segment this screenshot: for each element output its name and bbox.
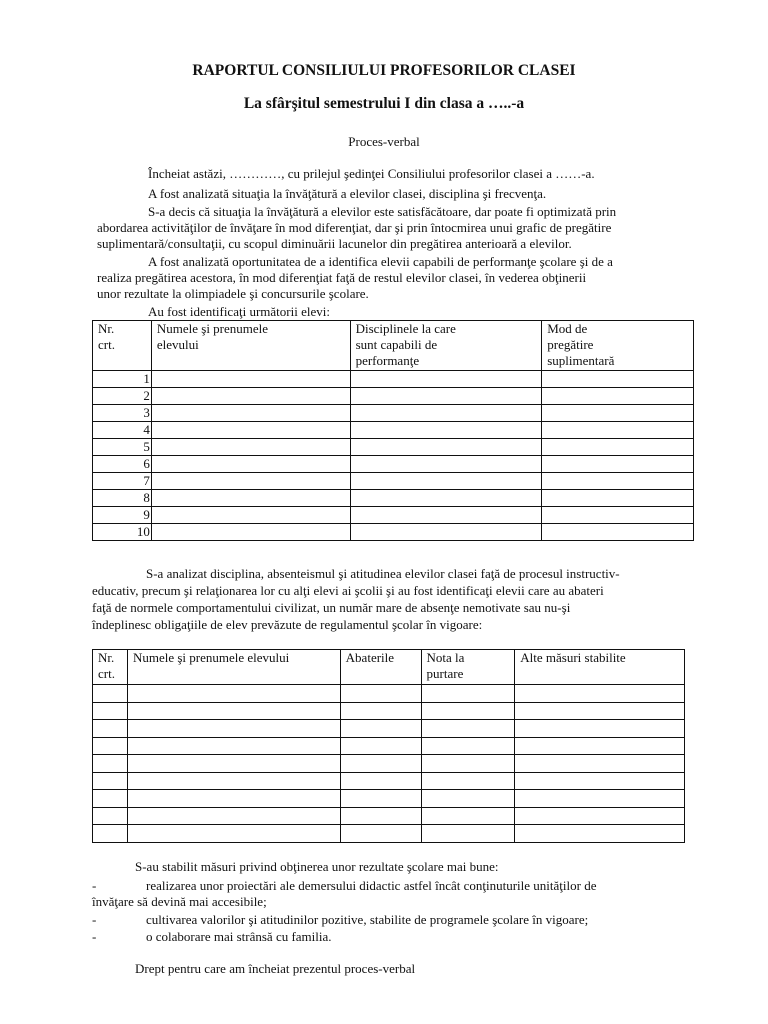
table-row: 9	[93, 507, 694, 524]
table-row	[93, 685, 685, 703]
measure-item-2: - cultivarea valorilor şi atitudinilor pozitive, stabilite de programele şcolare în vigoare;	[92, 912, 589, 927]
header-disciplines: Disciplinele la care sunt capabili de performanţe	[350, 321, 542, 371]
table-row	[93, 720, 685, 738]
table-row	[93, 825, 685, 843]
measure-item-1: - realizarea unor proiectări ale demersului didactic astfel încât conţinuturile unităţilor de învăţare să devină mai accesibile;	[92, 878, 597, 909]
table-row: 5	[93, 439, 694, 456]
table-row: 4	[93, 422, 694, 439]
intro-paragraph-5: Au fost identificaţi următorii elevi:	[148, 304, 330, 319]
table-row	[93, 807, 685, 825]
intro-paragraph-3: S-a decis că situaţia la învăţătură a elevilor este satisfăcătoare, dar poate fi optimizată prin abordarea activităţilor de învăţare în mod diferenţiat, dar şi prin întocmirea unui grafic de pregătire suplimentară/consultaţii, cu scopul diminuării lacunelor din pregătirea anterioară a elevilor.	[97, 204, 617, 251]
table-row: 3	[93, 405, 694, 422]
intro-paragraph-4: A fost analizată oportunitatea de a identifica elevii capabili de performanţe şcolare şi de a realiza pregătirea acestora, în mod diferenţiat faţă de restul elevilor clasei, în vederea obţinerii unor rezultate la olimpiadele şi concursurile şcolare.	[97, 254, 613, 301]
table-row	[93, 772, 685, 790]
discipline-issues-table	[92, 649, 685, 843]
intro-paragraph-1: Încheiat astăzi, …………, cu prilejul şedinţei Consiliului profesorilor clasei a ……-a.	[148, 166, 595, 181]
table-row: 7	[93, 473, 694, 490]
closing-statement: Drept pentru care am încheiat prezentul proces-verbal	[135, 961, 416, 976]
table-row: 1	[93, 371, 694, 388]
measure-item-3: - o colaborare mai strânsă cu familia.	[92, 929, 332, 944]
header-nr-crt: Nr. crt.	[93, 321, 152, 371]
header-other-measures: Alte măsuri stabilite	[515, 650, 685, 685]
table-row: 6	[93, 456, 694, 473]
performance-students-table	[92, 320, 694, 541]
table-row: 2	[93, 388, 694, 405]
header-student-name: Numele şi prenumele elevului	[127, 650, 340, 685]
report-title: RAPORTUL CONSILIULUI PROFESORILOR CLASEI	[192, 62, 576, 79]
table-row	[93, 702, 685, 720]
table-row	[93, 737, 685, 755]
header-student-name: Numele şi prenumele elevului	[151, 321, 350, 371]
table-header-row	[93, 321, 694, 371]
table-row: 10	[93, 524, 694, 541]
report-subtitle: La sfârşitul semestrului I din clasa a …..-a	[243, 95, 525, 112]
header-conduct-grade: Nota la purtare	[421, 650, 515, 685]
intro-paragraph-2: A fost analizată situaţia la învăţătură a elevilor clasei, disciplina şi frecvenţa.	[148, 186, 547, 201]
header-violations: Abaterile	[340, 650, 421, 685]
measures-intro: S-au stabilit măsuri privind obţinerea unor rezultate şcolare mai bune:	[135, 859, 499, 874]
table-header-row	[93, 650, 685, 685]
document-type: Proces-verbal	[348, 134, 420, 149]
table-row	[93, 755, 685, 773]
table-row	[93, 790, 685, 808]
header-extra-preparation: Mod de pregătire suplimentară	[542, 321, 694, 371]
table-row: 8	[93, 490, 694, 507]
discipline-paragraph: S-a analizat disciplina, absenteismul şi atitudinea elevilor clasei faţă de procesul instructiv- educativ, precum şi relaţionarea lor cu alţi elevi ai şcolii şi au fost identificaţi elevii care au abateri faţă de normele comportamentului civilizat, un număr mare de absenţe nemotivate sau nu-şi îndeplinesc obligaţiile de elev prevăzute de regulamentul şcolar în vigoare:	[92, 566, 620, 632]
header-nr-crt: Nr. crt.	[93, 650, 128, 685]
